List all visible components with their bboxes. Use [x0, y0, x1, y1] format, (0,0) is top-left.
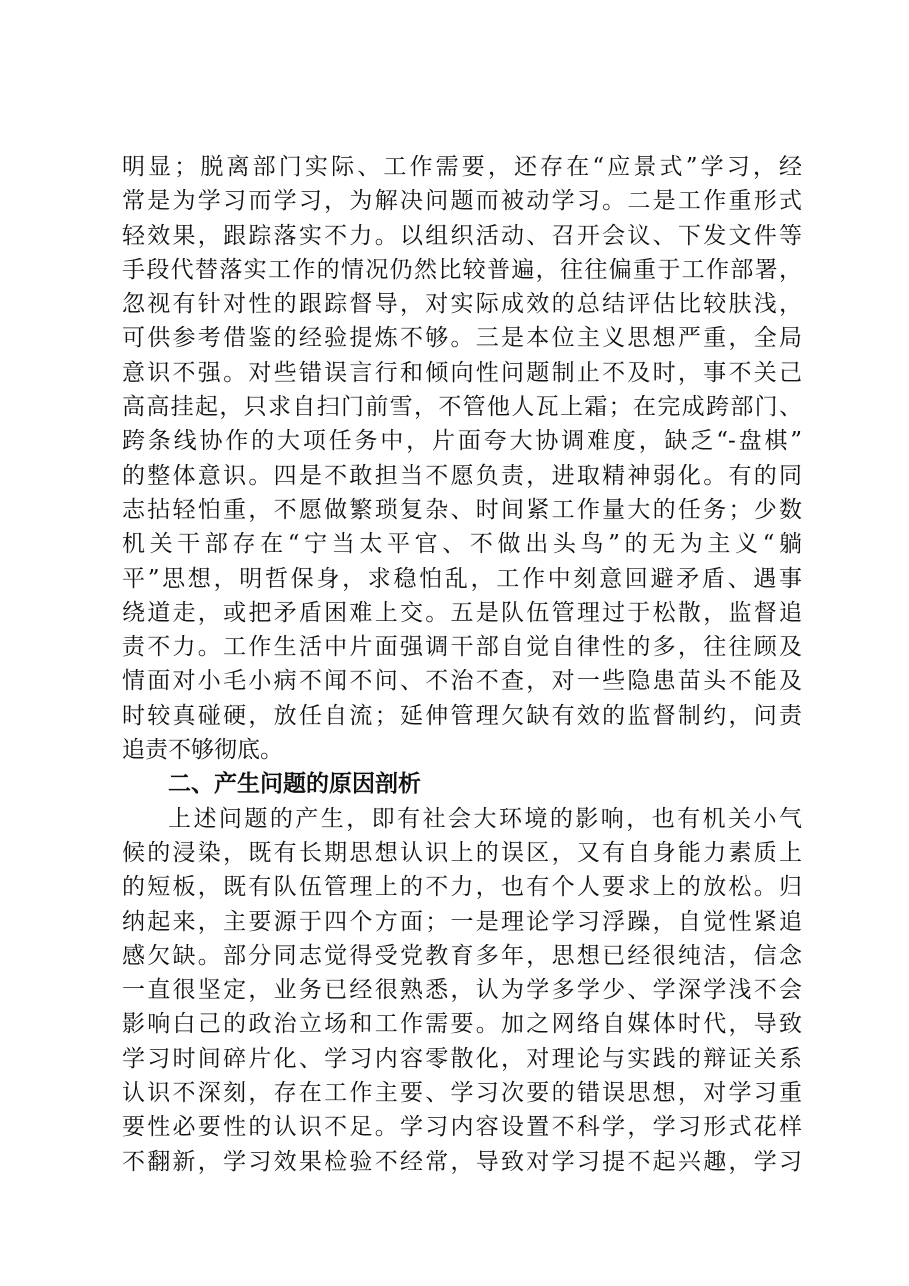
paragraph-line: 绕道走，或把矛盾困难上交。五是队伍管理过于松散，监督追	[122, 599, 802, 626]
paragraph-line: 学习时间碎片化、学习内容零散化，对理论与实践的辩证关系	[122, 1045, 802, 1072]
paragraph-line: 感欠缺。部分同志觉得受党教育多年，思想已经很纯洁，信念	[122, 942, 802, 969]
paragraph-line: 一直很坚定，业务已经很熟悉，认为学多学少、学深学浅不会	[122, 977, 802, 1004]
paragraph-line: 手段代替落实工作的情况仍然比较普遍，往往偏重于工作部署，	[122, 256, 802, 283]
paragraph-line: 的短板，既有队伍管理上的不力，也有个人要求上的放松。归	[122, 874, 802, 901]
paragraph-line: 跨条线协作的大项任务中，片面夸大协调难度，缺乏“-盘棋”	[122, 428, 802, 455]
paragraph-line: 意识不强。对些错误言行和倾向性问题制止不及时，事不关己	[122, 359, 802, 386]
section-heading: 二、产生问题的原因剖析	[168, 771, 421, 798]
paragraph-line: 的整体意识。四是不敢担当不愿负责，进取精神弱化。有的同	[122, 462, 802, 489]
paragraph-line: 机关干部存在“宁当太平官、不做出头鸟”的无为主义“躺	[122, 531, 802, 558]
paragraph-line: 认识不深刻，存在工作主要、学习次要的错误思想，对学习重	[122, 1080, 802, 1107]
paragraph-line: 影响白己的政治立场和工作需要。加之网络自媒体时代，导致	[122, 1011, 802, 1038]
paragraph-line: 明显；脱离部门实际、工作需要，还存在“应景式”学习，经	[122, 154, 802, 180]
paragraph-line: 要性必要性的认识不足。学习内容设置不科学，学习形式花样	[122, 1114, 802, 1141]
paragraph-line: 时较真碰硬，放任自流；延伸管理欠缺有效的监督制约，问责	[122, 702, 802, 729]
paragraph-line: 高高挂起，只求自扫门前雪，不管他人瓦上霜；在完成跨部门、	[122, 394, 802, 421]
paragraph-line: 追责不够彻底。	[122, 737, 283, 764]
paragraph-line: 责不力。工作生活中片面强调干部自觉自律性的多，往往顾及	[122, 634, 802, 661]
paragraph-line: 纳起来，主要源于四个方面；一是理论学习浮躁，自觉性紧追	[122, 908, 802, 935]
document-body	[122, 150, 802, 1179]
paragraph-line: 情面对小毛小病不闻不问、不治不查，对一些隐患苗头不能及	[122, 668, 802, 695]
paragraph-line: 忽视有针对性的跟踪督导，对实际成效的总结评估比较肤浅，	[122, 291, 802, 318]
paragraph-line: 不翻新，学习效果检验不经常，导致对学习提不起兴趣，学习	[122, 1148, 802, 1175]
paragraph-line: 上述问题的产生，即有社会大环境的影响，也有机关小气	[168, 805, 802, 832]
paragraph-line: 志拈轻怕重，不愿做繁琐复杂、时间紧工作量大的任务；少数	[122, 496, 802, 523]
paragraph-line: 候的浸染，既有长期思想认识上的误区，又有自身能力素质上	[122, 839, 802, 866]
paragraph-line: 常是为学习而学习，为解决问题而被动学习。二是工作重形式	[122, 188, 802, 215]
paragraph-line: 轻效果，跟踪落实不力。以组织活动、召开会议、下发文件等	[122, 222, 802, 249]
paragraph-line: 平”思想，明哲保身，求稳怕乱，工作中刻意回避矛盾、遇事	[122, 565, 802, 592]
paragraph-line: 可供参考借鉴的经验提炼不够。三是本位主义思想严重，全局	[122, 325, 802, 352]
